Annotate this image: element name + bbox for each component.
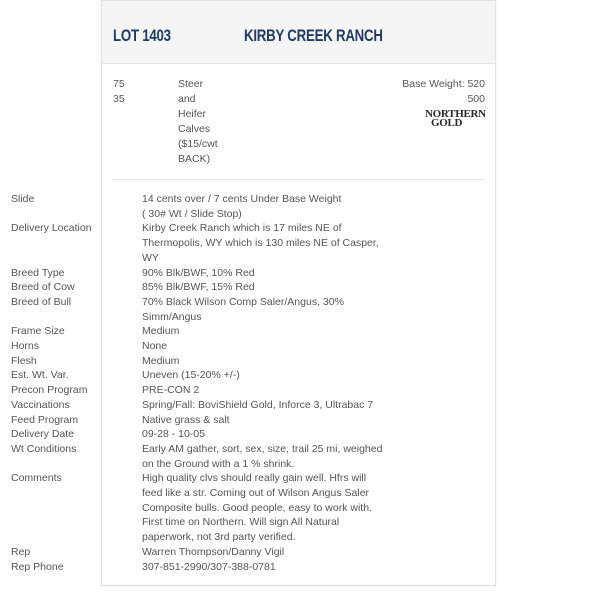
detail-row: [11, 354, 386, 369]
detail-row: [11, 545, 386, 560]
detail-value: [142, 427, 386, 442]
description-line: Calves: [178, 123, 211, 135]
detail-row: [11, 266, 386, 281]
detail-label: Slide: [11, 193, 35, 205]
detail-value-line: Simm/Angus: [142, 310, 202, 323]
northern-gold-logo-icon: [425, 108, 486, 130]
detail-value-line: 90% Blk/BWF, 10% Red: [142, 266, 255, 279]
detail-label: Delivery Date: [11, 428, 75, 441]
description-line: BACK): [178, 153, 211, 165]
description-line: Steer: [178, 78, 204, 90]
detail-value-line: Composite bulls. Good people, easy to work with.: [142, 501, 372, 514]
detail-label: Precon Program: [11, 384, 88, 397]
detail-value-line: High quality clvs should really gain well. Hfrs will: [142, 472, 367, 485]
detail-label: Rep: [11, 545, 31, 558]
detail-row: [11, 560, 386, 575]
detail-value-line: ( 30# Wt / Slide Stop): [142, 207, 242, 220]
detail-value-line: 307-851-2990/307-388-0781: [142, 560, 276, 573]
detail-row: [11, 413, 386, 428]
detail-value-line: Native grass & salt: [142, 413, 230, 426]
detail-label: Delivery Location: [11, 222, 92, 235]
detail-row: [11, 192, 386, 221]
detail-value: [142, 295, 386, 324]
detail-label: Est. Wt. Var.: [11, 369, 69, 382]
detail-row: [11, 442, 386, 471]
description-line: and: [178, 93, 196, 105]
ranch-name: KIRBY CREEK RANCH: [244, 26, 383, 45]
detail-row: [11, 398, 386, 413]
detail-value: [142, 221, 386, 265]
base-weight-secondary: 500: [467, 93, 485, 105]
detail-value: [142, 354, 386, 369]
detail-value-line: 14 cents over / 7 cents Under Base Weight: [142, 193, 342, 205]
lot-header: [102, 1, 495, 64]
detail-value: [142, 383, 386, 398]
detail-value-line: Spring/Fall: BoviShield Gold, Inforce 3, Ultrabac 7: [142, 398, 374, 411]
base-weight: [402, 77, 485, 107]
lot-details-table: [11, 192, 386, 574]
detail-value: [142, 398, 386, 413]
base-weight-primary: Base Weight: 520: [402, 78, 485, 90]
steer-count: 75: [113, 78, 125, 90]
detail-value-line: Kirby Creek Ranch which is 17 miles NE of: [142, 222, 342, 235]
detail-value: [142, 442, 386, 471]
detail-value: [142, 413, 386, 428]
detail-value: [142, 560, 386, 575]
detail-value-line: WY: [142, 251, 159, 264]
detail-label: Horns: [11, 340, 40, 353]
detail-value: [142, 471, 386, 545]
detail-row: [11, 295, 386, 324]
detail-value: [142, 339, 386, 354]
detail-row: [11, 221, 386, 265]
detail-value-line: 09-28 - 10-05: [142, 428, 206, 441]
detail-row: [11, 383, 386, 398]
detail-value: [142, 324, 386, 339]
detail-value-line: PRE-CON 2: [142, 384, 200, 397]
detail-value: [142, 545, 386, 560]
detail-label: Comments: [11, 472, 62, 485]
detail-label: Feed Program: [11, 413, 79, 426]
description-line: ($15/cwt: [178, 138, 218, 150]
detail-value-line: 85% Blk/BWF, 15% Red: [142, 281, 255, 294]
detail-row: [11, 471, 386, 545]
logo-line-2: GOLD: [431, 117, 463, 129]
detail-label: Breed of Cow: [11, 281, 75, 294]
detail-value-line: paperwork, not 3rd party verified.: [142, 531, 296, 544]
detail-value-line: Warren Thompson/Danny Vigil: [142, 545, 285, 558]
detail-row: [11, 339, 386, 354]
detail-label: Vaccinations: [11, 398, 70, 411]
detail-value: [142, 368, 386, 383]
heifer-count: 35: [113, 93, 125, 105]
detail-value-line: Early AM gather, sort, sex, size, trail 25 mi, weighed: [142, 442, 383, 455]
detail-value-line: 70% Black Wilson Comp Saler/Angus, 30%: [142, 295, 344, 308]
detail-label: Breed Type: [11, 266, 65, 279]
detail-row: [11, 280, 386, 295]
detail-label: Flesh: [11, 354, 37, 367]
detail-row: [11, 324, 386, 339]
detail-label: Frame Size: [11, 325, 65, 338]
detail-label: Rep Phone: [11, 560, 64, 573]
description-line: Heifer: [178, 108, 207, 120]
detail-row: [11, 368, 386, 383]
head-counts: [113, 77, 125, 107]
detail-value: [142, 266, 386, 281]
detail-value-line: Uneven (15-20% +/-): [142, 369, 240, 382]
detail-value-line: Medium: [142, 325, 180, 338]
lot-summary: [112, 64, 485, 180]
detail-value-line: Thermopolis, WY which is 130 miles NE of Casper,: [142, 237, 379, 250]
detail-value-line: on the Ground with a 1 % shrink.: [142, 457, 295, 470]
lot-number: LOT 1403: [113, 26, 171, 45]
detail-value: [142, 280, 386, 295]
detail-value-line: Medium: [142, 354, 180, 367]
detail-row: [11, 427, 386, 442]
detail-value-line: First time on Northern. Will sign All Natural: [142, 516, 340, 529]
detail-value-line: feed like a str. Coming out of Wilson Angus Saler: [142, 487, 370, 500]
logo-line-1: NORTHERN: [425, 108, 486, 120]
detail-label: Wt Conditions: [11, 442, 77, 455]
detail-value-line: None: [142, 340, 168, 353]
cattle-description: [178, 77, 228, 167]
detail-label: Breed of Bull: [11, 295, 72, 308]
detail-value: [142, 192, 386, 221]
